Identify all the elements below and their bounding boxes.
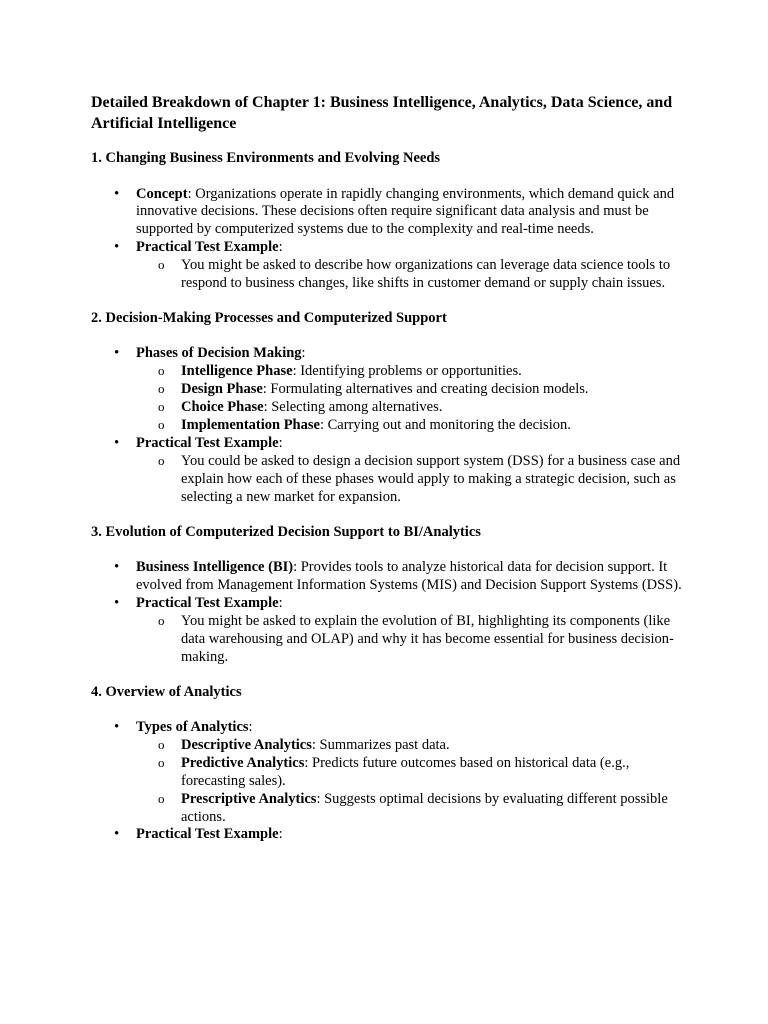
list-item	[181, 791, 691, 827]
phase-text: : Carrying out and monitoring the decision.	[319, 417, 571, 434]
example-text: o You might be asked to explain the evolution of BI, highlighting its components (like data warehousing and OLAP) and why it has become essential for business decision-making.	[181, 613, 691, 667]
phase-text: : Identifying problems or opportunities.	[292, 363, 522, 380]
list-item	[181, 417, 691, 435]
type-label: Predictive Analytics	[181, 754, 305, 771]
phases-label: Phases of Decision Making	[136, 345, 302, 362]
list-item-types	[136, 719, 691, 826]
section-heading-1: 1. Changing Business Environments and Evolving Needs	[91, 150, 441, 166]
phase-label: Intelligence Phase	[181, 363, 293, 380]
phase-label: Design Phase	[181, 381, 263, 398]
document-title: Detailed Breakdown of Chapter 1: Business Intelligence, Analytics, Data Science, and Artificial Intelligence	[91, 94, 673, 132]
example-label: Practical Test Example	[136, 239, 279, 256]
list-item-bi	[136, 559, 691, 595]
example-label: Practical Test Example	[136, 594, 279, 611]
list-item-practical-example	[136, 239, 691, 293]
types-sublist	[136, 737, 691, 827]
example-label: Practical Test Example	[136, 434, 279, 451]
document-page	[91, 92, 691, 861]
example-sublist	[136, 453, 691, 507]
example-text: o You could be asked to design a decision support system (DSS) for a business case and explain how each of these phases would apply to making a strategic decision, such as selecting a new market for expansion.	[181, 453, 691, 507]
example-colon: :	[278, 826, 283, 843]
list-item-practical-example	[136, 595, 691, 667]
example-sublist	[136, 613, 691, 667]
section-2-list	[91, 345, 691, 506]
section-1-list	[91, 186, 691, 293]
list-item	[181, 363, 691, 381]
example-label: Practical Test Example	[136, 826, 279, 843]
section-4-list	[91, 719, 691, 844]
concept-label: Concept	[136, 185, 188, 202]
section-heading-4: 4. Overview of Analytics	[91, 683, 242, 700]
section-heading-3: 3. Evolution of Computerized Decision Support to BI/Analytics	[91, 523, 481, 540]
example-colon: :	[278, 434, 283, 451]
type-text: : Predicts future outcomes based on historical data (e.g., forecasting sales).	[181, 754, 630, 789]
concept-text: : Organizations operate in rapidly changing environments, which demand quick and innovative decisions. These decisions often require significant data analysis and must be supported by computerized systems due to the complexity and real-time needs.	[136, 185, 675, 238]
section-3-list	[91, 559, 691, 666]
bi-text: : Provides tools to analyze historical data for decision support. It evolved from Management Information Systems (MIS) and Decision Support Systems (DSS).	[136, 559, 682, 593]
bi-label: Business Intelligence (BI)	[136, 559, 294, 576]
list-item	[181, 737, 691, 755]
phase-text: : Formulating alternatives and creating decision models.	[262, 381, 589, 398]
example-sublist	[136, 257, 691, 293]
phases-colon: :	[301, 345, 306, 362]
example-colon: :	[278, 594, 283, 611]
phase-text: : Selecting among alternatives.	[263, 399, 443, 416]
types-label: Types of Analytics	[136, 719, 249, 736]
list-item-practical-example	[136, 826, 691, 844]
list-item	[181, 381, 691, 399]
list-item	[181, 399, 691, 417]
type-text: : Suggests optimal decisions by evaluating different possible actions.	[181, 790, 668, 825]
phase-label: Choice Phase	[181, 399, 264, 416]
list-item-practical-example	[136, 435, 691, 507]
example-text: o You might be asked to describe how organizations can leverage data science tools to respond to business changes, like shifts in customer demand or supply chain issues.	[181, 257, 691, 293]
list-item-concept	[136, 186, 691, 240]
type-label: Prescriptive Analytics	[181, 790, 317, 807]
types-colon: :	[248, 719, 253, 736]
phases-sublist	[136, 363, 691, 435]
type-text: : Summarizes past data.	[311, 736, 450, 753]
phase-label: Implementation Phase	[181, 417, 320, 434]
list-item-phases	[136, 345, 691, 435]
list-item	[181, 755, 691, 791]
type-label: Descriptive Analytics	[181, 736, 312, 753]
example-colon: :	[278, 239, 283, 256]
section-heading-2: 2. Decision-Making Processes and Computerized Support	[91, 309, 447, 326]
